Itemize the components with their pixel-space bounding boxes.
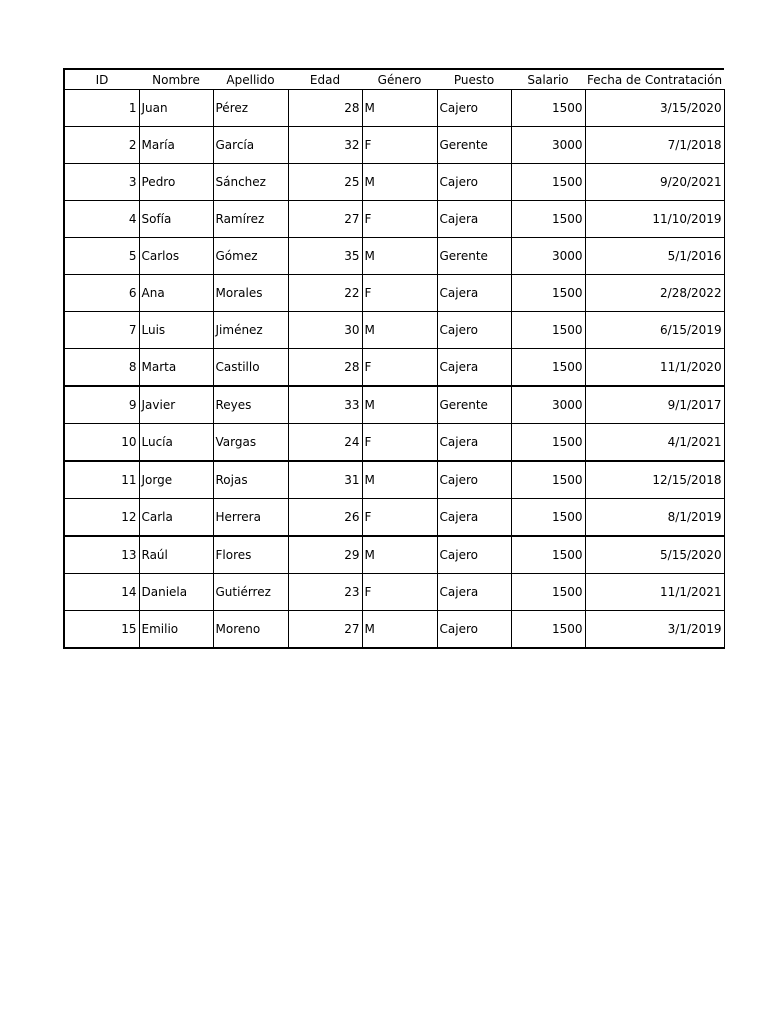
employee-table [63, 68, 725, 649]
cell-apellido[interactable]: Pérez [213, 90, 288, 127]
cell-nombre[interactable]: Luis [139, 312, 213, 349]
cell-nombre[interactable]: Pedro [139, 164, 213, 201]
cell-salario[interactable]: 1500 [511, 312, 585, 349]
col-header-apellido: Apellido [213, 69, 288, 90]
col-header-id: ID [64, 69, 139, 90]
cell-salario[interactable]: 1500 [511, 201, 585, 238]
cell-fecha[interactable]: 3/1/2019 [585, 611, 724, 649]
col-header-fecha-label: Fecha de Contratación [587, 72, 723, 87]
cell-fecha[interactable]: 9/20/2021 [585, 164, 724, 201]
cell-genero[interactable]: M [362, 238, 437, 275]
cell-fecha[interactable]: 11/1/2021 [585, 574, 724, 611]
cell-puesto[interactable]: Cajera [437, 349, 511, 387]
cell-puesto[interactable]: Cajera [437, 275, 511, 312]
cell-fecha[interactable]: 5/1/2016 [585, 238, 724, 275]
cell-salario[interactable]: 1500 [511, 499, 585, 537]
cell-genero[interactable]: F [362, 275, 437, 312]
cell-nombre[interactable]: Lucía [139, 424, 213, 462]
cell-apellido[interactable]: Vargas [213, 424, 288, 462]
cell-genero[interactable]: F [362, 499, 437, 537]
cell-genero[interactable]: F [362, 201, 437, 238]
cell-id[interactable]: 12 [64, 499, 139, 537]
cell-puesto[interactable]: Cajero [437, 611, 511, 649]
cell-salario[interactable]: 1500 [511, 536, 585, 574]
table-row [64, 90, 724, 127]
cell-fecha[interactable]: 5/15/2020 [585, 536, 724, 574]
cell-nombre[interactable]: Raúl [139, 536, 213, 574]
cell-nombre[interactable]: Jorge [139, 461, 213, 499]
table-row [64, 238, 724, 275]
cell-puesto[interactable]: Cajero [437, 461, 511, 499]
cell-fecha[interactable]: 8/1/2019 [585, 499, 724, 537]
employee-sheet [63, 68, 725, 649]
cell-genero[interactable]: M [362, 611, 437, 649]
cell-nombre[interactable]: Daniela [139, 574, 213, 611]
cell-apellido[interactable]: Castillo [213, 349, 288, 387]
table-row [64, 461, 724, 499]
cell-edad[interactable]: 32 [288, 127, 362, 164]
cell-apellido[interactable]: García [213, 127, 288, 164]
cell-genero[interactable]: F [362, 574, 437, 611]
table-row [64, 536, 724, 574]
cell-salario[interactable]: 3000 [511, 238, 585, 275]
cell-fecha[interactable]: 4/1/2021 [585, 424, 724, 462]
cell-nombre[interactable]: Juan [139, 90, 213, 127]
cell-edad[interactable]: 29 [288, 536, 362, 574]
cell-fecha[interactable]: 11/10/2019 [585, 201, 724, 238]
cell-nombre[interactable]: María [139, 127, 213, 164]
cell-apellido[interactable]: Gómez [213, 238, 288, 275]
table-row [64, 164, 724, 201]
cell-salario[interactable]: 1500 [511, 349, 585, 387]
cell-fecha[interactable]: 2/28/2022 [585, 275, 724, 312]
cell-salario[interactable]: 1500 [511, 275, 585, 312]
cell-genero[interactable]: F [362, 127, 437, 164]
table-row [64, 201, 724, 238]
cell-apellido[interactable]: Ramírez [213, 201, 288, 238]
cell-edad[interactable]: 28 [288, 90, 362, 127]
cell-salario[interactable]: 1500 [511, 611, 585, 649]
cell-apellido[interactable]: Reyes [213, 386, 288, 424]
cell-apellido[interactable]: Moreno [213, 611, 288, 649]
cell-salario[interactable]: 1500 [511, 424, 585, 462]
cell-genero[interactable]: M [362, 536, 437, 574]
cell-edad[interactable]: 26 [288, 499, 362, 537]
cell-apellido[interactable]: Herrera [213, 499, 288, 537]
cell-apellido[interactable]: Sánchez [213, 164, 288, 201]
cell-puesto[interactable]: Gerente [437, 386, 511, 424]
cell-id[interactable]: 2 [64, 127, 139, 164]
cell-edad[interactable]: 28 [288, 349, 362, 387]
cell-nombre[interactable]: Javier [139, 386, 213, 424]
cell-id[interactable]: 8 [64, 349, 139, 387]
cell-puesto[interactable]: Gerente [437, 127, 511, 164]
cell-puesto[interactable]: Cajera [437, 574, 511, 611]
cell-fecha[interactable]: 3/15/2020 [585, 90, 724, 127]
table-row [64, 312, 724, 349]
cell-edad[interactable]: 33 [288, 386, 362, 424]
cell-salario[interactable]: 1500 [511, 90, 585, 127]
cell-id[interactable]: 10 [64, 424, 139, 462]
cell-fecha[interactable]: 6/15/2019 [585, 312, 724, 349]
cell-salario[interactable]: 3000 [511, 386, 585, 424]
cell-id[interactable]: 4 [64, 201, 139, 238]
cell-edad[interactable]: 22 [288, 275, 362, 312]
cell-nombre[interactable]: Sofía [139, 201, 213, 238]
col-header-salario: Salario [511, 69, 585, 90]
cell-id[interactable]: 7 [64, 312, 139, 349]
table-row [64, 349, 724, 387]
cell-edad[interactable]: 23 [288, 574, 362, 611]
cell-id[interactable]: 3 [64, 164, 139, 201]
cell-id[interactable]: 13 [64, 536, 139, 574]
cell-edad[interactable]: 27 [288, 611, 362, 649]
table-row [64, 386, 724, 424]
cell-salario[interactable]: 1500 [511, 574, 585, 611]
cell-puesto[interactable]: Cajera [437, 499, 511, 537]
col-header-edad: Edad [288, 69, 362, 90]
cell-puesto[interactable]: Cajero [437, 164, 511, 201]
cell-edad[interactable]: 30 [288, 312, 362, 349]
col-header-fecha [585, 69, 724, 90]
col-header-nombre: Nombre [139, 69, 213, 90]
cell-id[interactable]: 9 [64, 386, 139, 424]
cell-genero[interactable]: M [362, 386, 437, 424]
cell-fecha[interactable]: 7/1/2018 [585, 127, 724, 164]
cell-edad[interactable]: 35 [288, 238, 362, 275]
cell-nombre[interactable]: Carla [139, 499, 213, 537]
cell-puesto[interactable]: Gerente [437, 238, 511, 275]
cell-edad[interactable]: 25 [288, 164, 362, 201]
cell-genero[interactable]: M [362, 312, 437, 349]
table-row [64, 611, 724, 649]
table-row [64, 275, 724, 312]
cell-salario[interactable]: 3000 [511, 127, 585, 164]
cell-edad[interactable]: 24 [288, 424, 362, 462]
cell-puesto[interactable]: Cajera [437, 424, 511, 462]
header-row [64, 69, 724, 90]
cell-apellido[interactable]: Morales [213, 275, 288, 312]
col-header-puesto: Puesto [437, 69, 511, 90]
cell-puesto[interactable]: Cajero [437, 90, 511, 127]
cell-id[interactable]: 15 [64, 611, 139, 649]
cell-salario[interactable]: 1500 [511, 461, 585, 499]
cell-apellido[interactable]: Jiménez [213, 312, 288, 349]
cell-nombre[interactable]: Marta [139, 349, 213, 387]
cell-fecha[interactable]: 12/15/2018 [585, 461, 724, 499]
cell-id[interactable]: 5 [64, 238, 139, 275]
cell-genero[interactable]: M [362, 164, 437, 201]
cell-id[interactable]: 14 [64, 574, 139, 611]
cell-puesto[interactable]: Cajero [437, 312, 511, 349]
cell-genero[interactable]: F [362, 424, 437, 462]
cell-apellido[interactable]: Flores [213, 536, 288, 574]
cell-genero[interactable]: M [362, 461, 437, 499]
table-row [64, 127, 724, 164]
cell-nombre[interactable]: Emilio [139, 611, 213, 649]
cell-apellido[interactable]: Rojas [213, 461, 288, 499]
cell-nombre[interactable]: Carlos [139, 238, 213, 275]
cell-nombre[interactable]: Ana [139, 275, 213, 312]
table-row [64, 499, 724, 537]
cell-id[interactable]: 6 [64, 275, 139, 312]
cell-genero[interactable]: F [362, 349, 437, 387]
cell-fecha[interactable]: 11/1/2020 [585, 349, 724, 387]
col-header-genero: Género [362, 69, 437, 90]
cell-puesto[interactable]: Cajero [437, 536, 511, 574]
table-row [64, 424, 724, 462]
cell-edad[interactable]: 27 [288, 201, 362, 238]
cell-puesto[interactable]: Cajera [437, 201, 511, 238]
cell-genero[interactable]: M [362, 90, 437, 127]
cell-id[interactable]: 11 [64, 461, 139, 499]
cell-fecha[interactable]: 9/1/2017 [585, 386, 724, 424]
table-row [64, 574, 724, 611]
cell-apellido[interactable]: Gutiérrez [213, 574, 288, 611]
cell-salario[interactable]: 1500 [511, 164, 585, 201]
cell-edad[interactable]: 31 [288, 461, 362, 499]
cell-id[interactable]: 1 [64, 90, 139, 127]
